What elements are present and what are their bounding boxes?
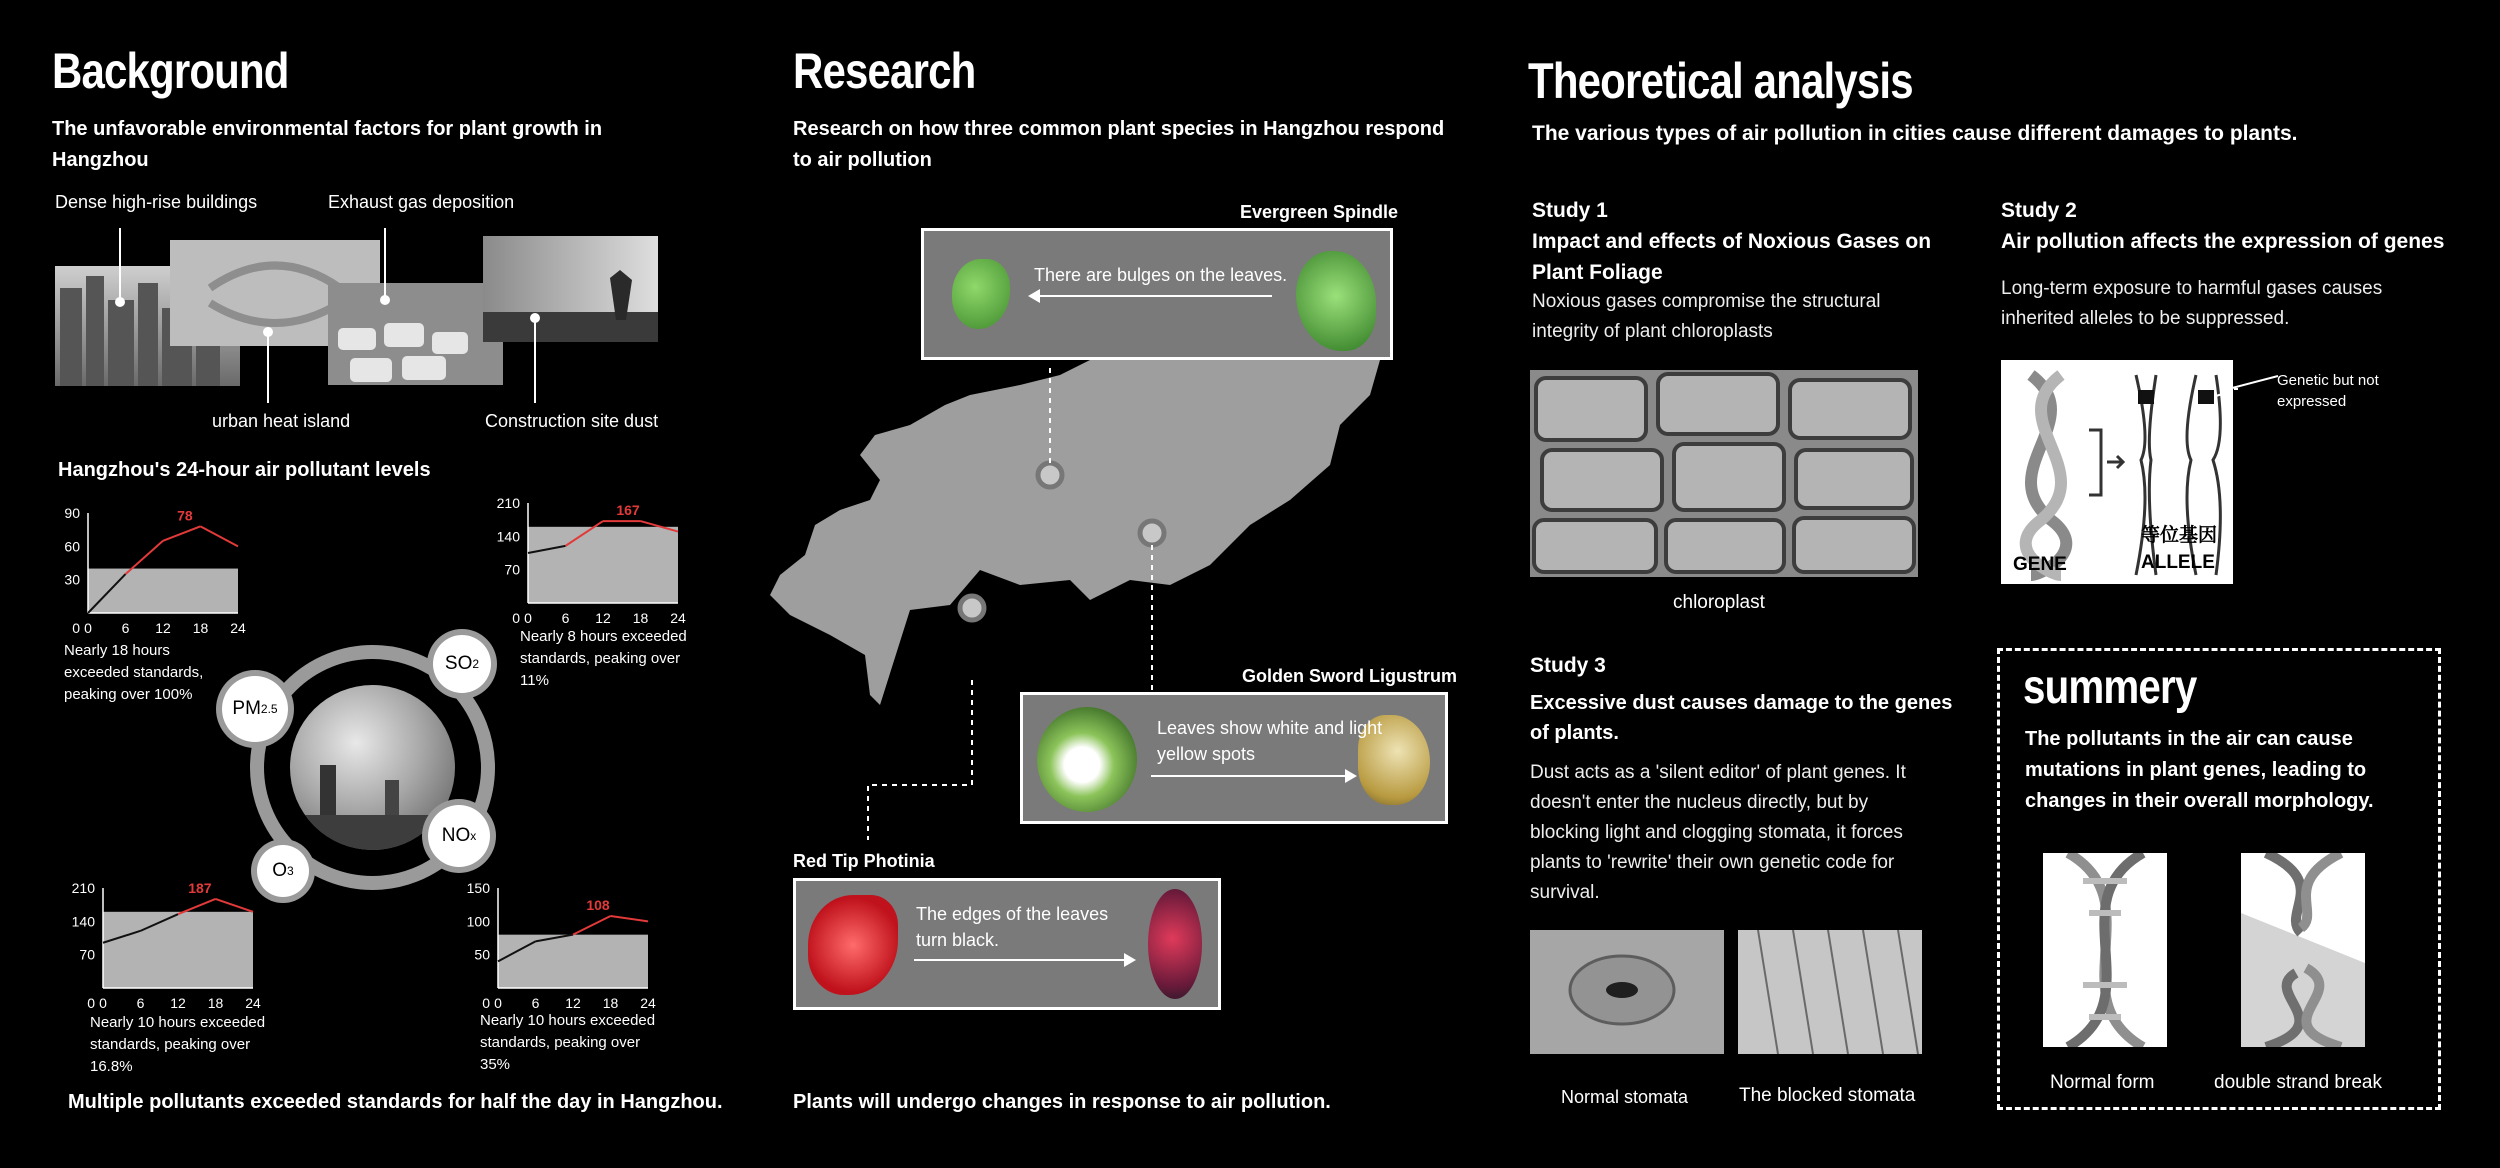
peak-label: 167 (616, 502, 640, 519)
o3-label: O (272, 860, 288, 881)
spindle-leaf-before (952, 259, 1010, 329)
x-tick-label: 24 (640, 995, 656, 1011)
standard-area (103, 912, 253, 988)
x-tick-label: 18 (192, 620, 209, 636)
broken-dna-image (2241, 853, 2365, 1047)
x-tick-label: 12 (595, 610, 611, 626)
nox-label: NO (441, 825, 471, 846)
y-tick-label: 100 (466, 913, 490, 930)
allele-label: ALLELE (2141, 552, 2215, 573)
y-tick-label: 0 (482, 995, 490, 1011)
dna-helix-icon (2001, 360, 2233, 584)
factor-label-heat-island: urban heat island (212, 411, 351, 431)
environment-photo-collage (50, 228, 670, 418)
y-tick-label: 0 (87, 995, 95, 1011)
chart-heading: Hangzhou's 24-hour air pollutant levels (58, 459, 431, 481)
study2-heading: Air pollution affects the expression of genes (2001, 230, 2445, 253)
background-subtitle: The unfavorable environmental factors for plant growth in Hangzhou (52, 118, 603, 171)
chart-note-3: Nearly 10 hours exceeded standards, peaking over 16.8% (90, 1014, 266, 1075)
y-tick-label: 70 (79, 946, 95, 963)
spindle-arrow (1034, 295, 1272, 297)
blocked-stomata-caption: The blocked stomata (1739, 1085, 1916, 1106)
series-segment (573, 916, 611, 935)
spindle-card (921, 228, 1393, 360)
x-tick-label: 18 (632, 610, 649, 626)
background-conclusion: Multiple pollutants exceeded standards for half the day in Hangzhou. (68, 1091, 723, 1113)
pm25-label: PM (232, 698, 261, 719)
theory-subtitle: The various types of air pollution in cities cause different damages to plants. (1532, 122, 2298, 145)
spindle-effect: There are bulges on the leaves. (1034, 265, 1288, 285)
background-title: Background (52, 43, 289, 99)
research-conclusion: Plants will undergo changes in response to air pollution. (793, 1091, 1331, 1113)
normal-form-caption: Normal form (2050, 1072, 2155, 1093)
photinia-connector (860, 670, 980, 850)
y-tick-label: 60 (64, 538, 80, 555)
x-tick-label: 6 (561, 610, 570, 626)
pollutant-chart-1 (50, 505, 260, 635)
study2-note: Genetic but not expressed (2277, 372, 2379, 410)
spindle-leaf-after (1296, 251, 1376, 351)
study3-heading: Excessive dust causes damage to the genes of plants. (1530, 692, 1953, 744)
so2-subscript: 2 (472, 657, 480, 671)
factor-label-dust: Construction site dust (485, 411, 659, 431)
normal-stomata-image (1530, 930, 1724, 1054)
series-segment (201, 526, 239, 546)
x-tick-label: 24 (230, 620, 246, 636)
gene-allele-diagram (2001, 360, 2233, 584)
study2-text: Long-term exposure to harmful gases causes inherited alleles to be suppressed. (2001, 278, 2383, 329)
species-name-photinia: Red Tip Photinia (793, 851, 935, 871)
standard-area (498, 935, 648, 988)
x-tick-label: 0 (99, 995, 107, 1011)
x-tick-label: 12 (170, 995, 186, 1011)
x-tick-label: 6 (136, 995, 145, 1011)
study3-text: Dust acts as a 'silent editor' of plant genes. It doesn't enter the nucleus directly, but by blocking light and clogging stomata, it forces plants to 'rewrite' their own genetic code for survival. (1530, 762, 1906, 903)
ligustrum-effect: Leaves show white and light yellow spots (1157, 718, 1383, 764)
series-segment (163, 526, 201, 540)
chart-note-4: Nearly 10 hours exceeded standards, peaking over 35% (480, 1012, 656, 1073)
y-tick-label: 210 (71, 880, 95, 896)
note-line (2232, 372, 2282, 392)
ligustrum-arrow (1151, 775, 1347, 777)
right-arrow-icon (1345, 769, 1357, 783)
photinia-effect: The edges of the leaves turn black. (916, 904, 1109, 950)
y-tick-label: 30 (64, 571, 80, 588)
chloroplast-caption: chloroplast (1673, 592, 1765, 613)
x-tick-label: 0 (84, 620, 92, 636)
pollutant-chart-3 (65, 880, 285, 1010)
x-tick-label: 24 (245, 995, 261, 1011)
blocked-stomata-image (1738, 930, 1922, 1054)
o3-subscript: 3 (287, 864, 294, 878)
series-segment (216, 899, 254, 912)
study1-heading: Impact and effects of Noxious Gases on Plant Foliage (1532, 230, 1932, 284)
y-tick-label: 140 (71, 913, 95, 930)
x-tick-label: 18 (207, 995, 224, 1011)
peak-label: 187 (188, 879, 212, 896)
x-tick-label: 12 (565, 995, 581, 1011)
ligustrum-leaf-before (1037, 707, 1137, 812)
species-name-ligustrum: Golden Sword Ligustrum (1242, 666, 1457, 686)
theory-title: Theoretical analysis (1528, 53, 1913, 109)
y-tick-label: 90 (64, 505, 80, 521)
pm25-bubble (222, 676, 288, 742)
normal-dna-image (2043, 853, 2167, 1047)
chart-note-2: Nearly 8 hours exceeded standards, peaking over 11% (520, 628, 687, 689)
y-tick-label: 210 (496, 495, 520, 511)
y-tick-label: 50 (474, 946, 490, 963)
chloroplast-image (1530, 370, 1918, 577)
left-arrow-icon (1028, 289, 1040, 303)
factor-label-exhaust: Exhaust gas deposition (328, 192, 515, 212)
pollutant-chart-4 (460, 880, 680, 1010)
x-tick-label: 18 (602, 995, 619, 1011)
study3-label: Study 3 (1530, 654, 1606, 677)
research-subtitle: Research on how three common plant species in Hangzhou respond to air pollution (793, 118, 1445, 171)
factor-label-buildings: Dense high-rise buildings (55, 192, 258, 212)
right-arrow-icon (1124, 953, 1136, 967)
y-tick-label: 140 (496, 528, 520, 545)
study1-text: Noxious gases compromise the structural integrity of plant chloroplasts (1532, 291, 1881, 342)
photinia-card (793, 878, 1221, 1010)
summary-text: The pollutants in the air can cause mutations in plant genes, leading to changes in their overall morphology. (2025, 728, 2374, 812)
study1-label: Study 1 (1532, 199, 1608, 222)
series-segment (611, 916, 649, 921)
pm25-subscript: 2.5 (260, 702, 278, 716)
pollutant-chart-2 (490, 495, 700, 625)
research-title: Research (793, 43, 976, 99)
study2-label: Study 2 (2001, 199, 2077, 222)
photinia-arrow (914, 959, 1126, 961)
peak-label: 108 (586, 897, 610, 913)
x-tick-label: 24 (670, 610, 686, 626)
allele-cn-label: 等位基因 (2141, 524, 2218, 546)
normal-stomata-caption: Normal stomata (1561, 1087, 1689, 1107)
y-tick-label: 70 (504, 561, 520, 578)
x-tick-label: 0 (494, 995, 502, 1011)
x-tick-label: 6 (531, 995, 540, 1011)
species-name-spindle: Evergreen Spindle (1240, 202, 1399, 222)
photinia-leaf-before (808, 895, 898, 995)
y-tick-label: 150 (466, 880, 490, 896)
photinia-leaf-after (1148, 889, 1202, 999)
double-strand-break-caption: double strand break (2214, 1072, 2382, 1093)
so2-bubble (433, 635, 491, 693)
summary-title: summery (2023, 661, 2197, 714)
standard-area (528, 527, 678, 603)
y-tick-label: 0 (512, 610, 520, 626)
y-tick-label: 0 (72, 620, 80, 636)
x-tick-label: 12 (155, 620, 171, 636)
peak-label: 78 (177, 507, 193, 524)
chart-note-1: Nearly 18 hours exceeded standards, peaking over 100% (64, 642, 204, 703)
so2-label: SO (444, 653, 473, 674)
x-tick-label: 0 (524, 610, 532, 626)
nox-bubble (428, 805, 490, 867)
ligustrum-card (1020, 692, 1448, 824)
x-tick-label: 6 (121, 620, 130, 636)
o3-bubble (257, 845, 309, 897)
gene-label: GENE (2013, 554, 2067, 575)
nox-subscript: x (470, 829, 477, 843)
